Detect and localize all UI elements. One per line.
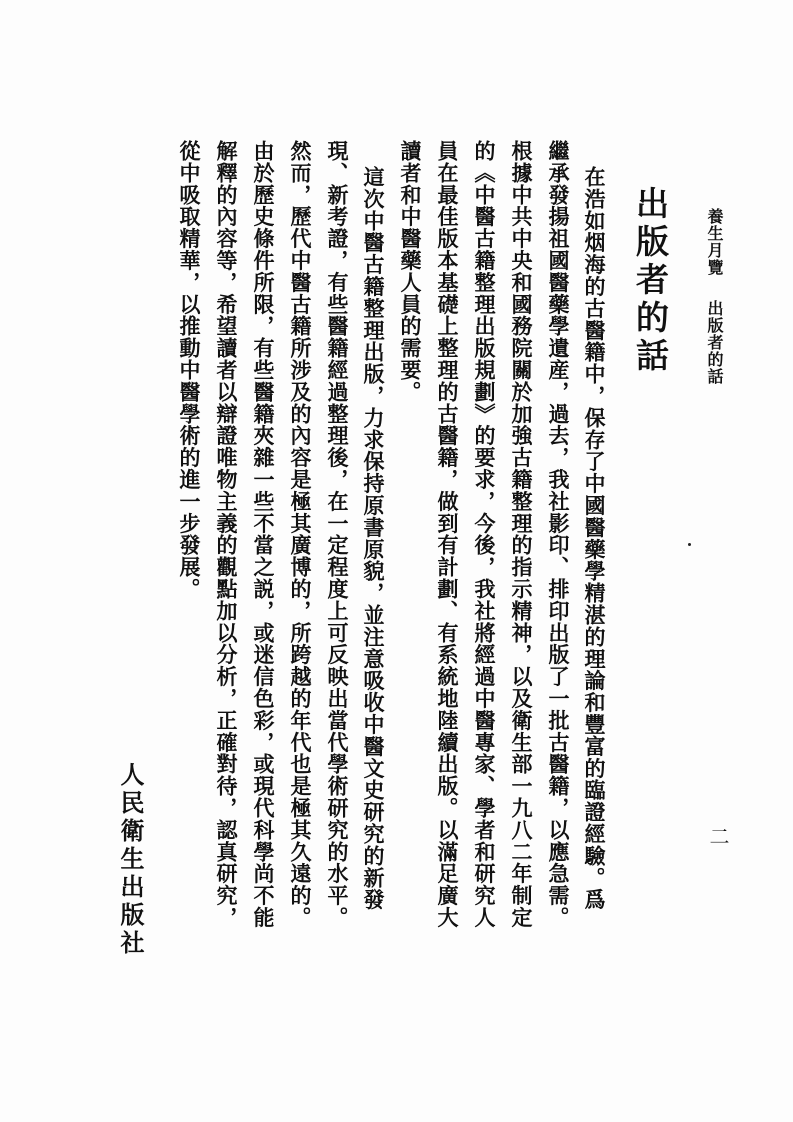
running-head-section: 出版者的話: [705, 300, 724, 385]
body-line-8: 現、新考證，有些醫籍經過整理後，在一定程度上可反映出當代學術研究的水平。: [325, 140, 350, 929]
scan-speck: [688, 543, 691, 546]
body-line-3: 根據中共中央和國務院關於加強古籍整理的指示精神，以及衛生部一九八二年制定: [509, 140, 534, 929]
page-number: 二: [706, 826, 730, 846]
running-head-book-title: 養生月覽: [705, 208, 724, 276]
body-line-6: 讀者和中醫藥人員的需要。: [398, 140, 423, 403]
body-line-1: 在浩如烟海的古醫籍中，保存了中國醫藥學精湛的理論和豐富的臨證經驗。爲: [582, 166, 607, 911]
body-line-9: 然而，歷代中醫古籍所涉及的內容是極其廣博的，所跨越的年代也是極其久遠的。: [288, 140, 313, 929]
body-line-10: 由於歷史條件所限，有些醫籍夾雜一些不當之説，或迷信色彩，或現代科學尚不能: [251, 140, 276, 929]
publisher-name: 人民衛生出版社: [116, 762, 145, 958]
body-line-12: 從中吸取精華，以推動中醫學術的進一步發展。: [177, 140, 202, 600]
body-line-11: 解釋的內容等，希望讀者以辯證唯物主義的觀點加以分析，正確對待，認真研究，: [214, 140, 239, 929]
body-line-7: 這次中醫古籍整理出版，力求保持原書原貌，並注意吸收中醫文史研究的新發: [361, 166, 386, 911]
body-line-4: 的《中醫古籍整理出版規劃》的要求，今後，我社將經過中醫專家、學者和研究人: [472, 140, 497, 929]
page-title: 出版者的話: [631, 186, 670, 376]
body-line-5: 員在最佳版本基礎上整理的古醫籍，做到有計劃、有系統地陸續出版。以滿足廣大: [435, 140, 460, 929]
body-line-2: 繼承發揚祖國醫藥學遺産，過去，我社影印、排印出版了一批古醫籍，以應急需。: [546, 140, 571, 929]
